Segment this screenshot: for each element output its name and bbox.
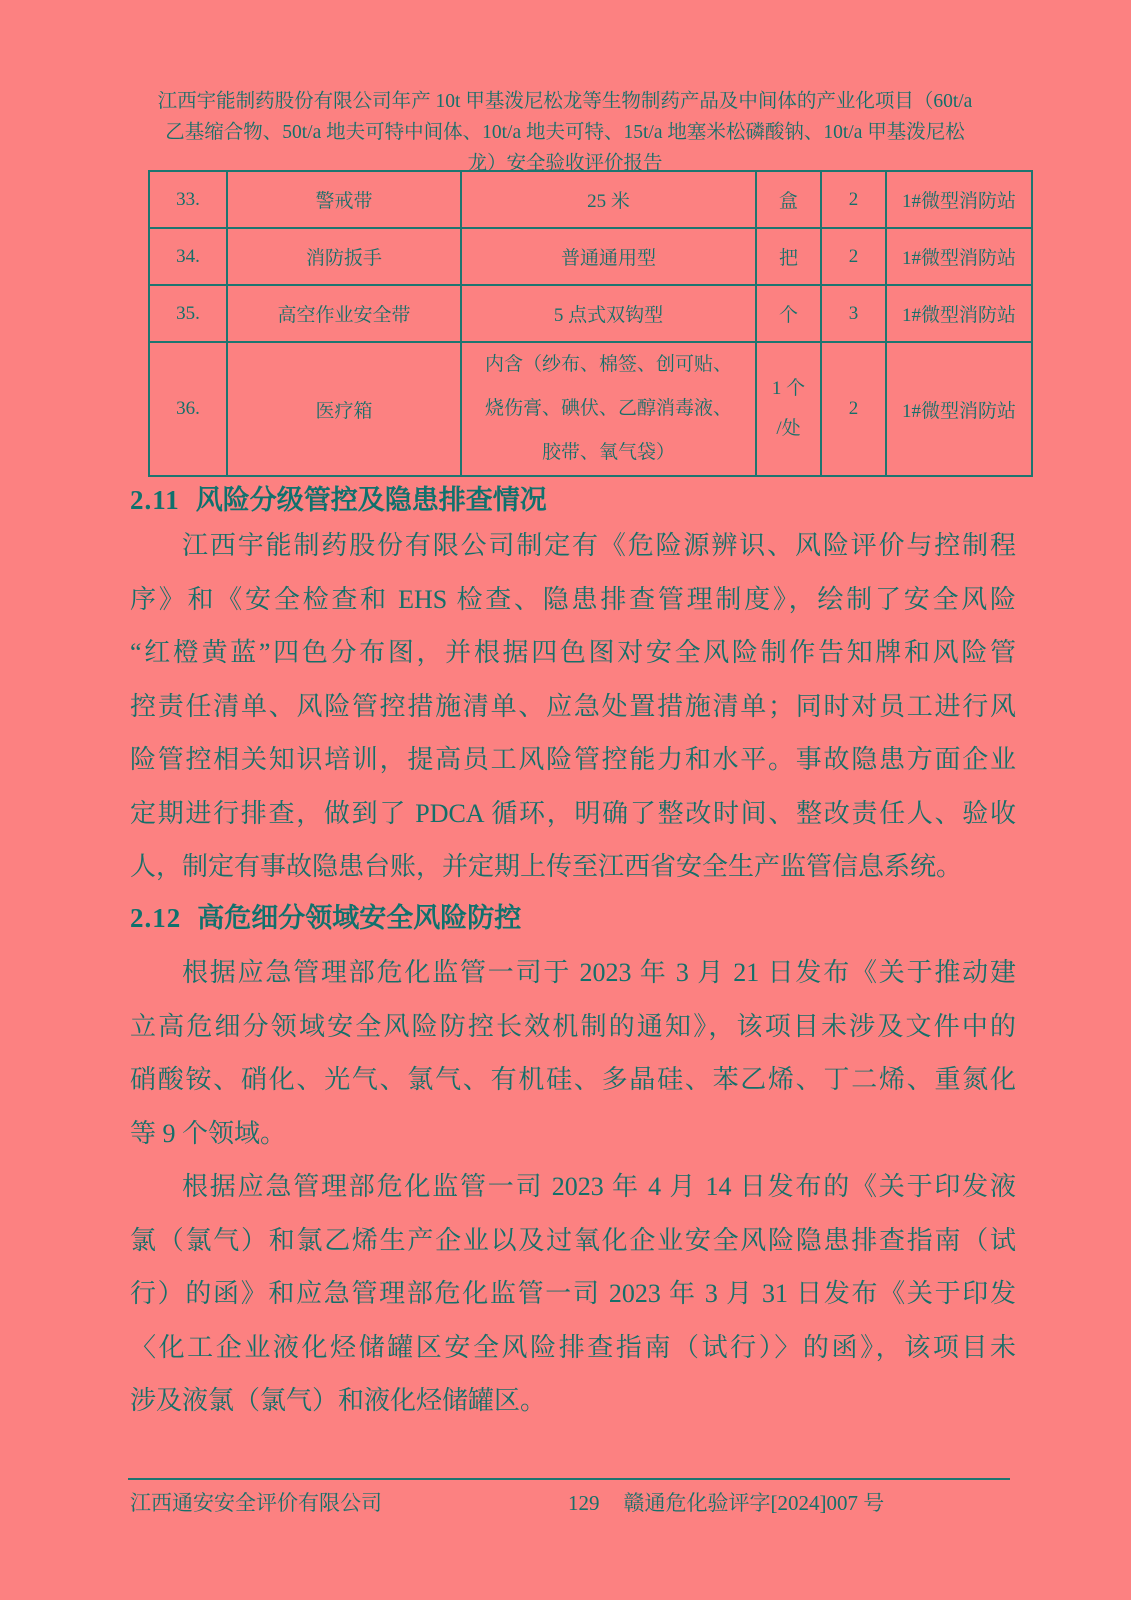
text-line: 险管控相关知识培训，提高员工风险管控能力和水平。事故隐患方面企业 — [130, 745, 1016, 774]
text-line: 〈化工企业液化烃储罐区安全风险排查指南（试行）〉的函》，该项目未 — [130, 1332, 1016, 1362]
section-heading-2-11 — [130, 478, 1020, 517]
cell-unit: 把 — [756, 228, 821, 285]
text-line: 序》和《安全检查和 EHS 检查、隐患排查管理制度》，绘制了安全风险 — [130, 584, 1016, 614]
footer-right-group — [568, 1487, 884, 1517]
footer-divider — [128, 1478, 1010, 1480]
footer-company-name: 江西通安安全评价有限公司 — [130, 1491, 382, 1515]
text-line: 根据应急管理部危化监管一司 2023 年 4 月 14 日发布的《关于印发液 — [182, 1172, 1016, 1201]
header-title-line: 乙基缩合物、50t/a 地夫可特中间体、10t/a 地夫可特、15t/a 地塞米松磷酸钠、10t/a 甲基泼尼松 — [165, 122, 965, 143]
header-title-line: 龙）安全验收评价报告 — [467, 153, 663, 174]
text-line: “红橙黄蓝”四色分布图，并根据四色图对安全风险制作告知牌和风险管 — [130, 638, 1016, 667]
table-row — [149, 285, 1032, 342]
cell-unit: 个 — [756, 285, 821, 342]
cell-spec: 25 米 — [461, 171, 756, 228]
cell-equipment-name: 消防扳手 — [227, 228, 461, 285]
text-line: 等 9 个领域。 — [130, 1118, 287, 1148]
cell-row-number: 33. — [149, 171, 227, 228]
unit-line: 1 个 — [771, 378, 806, 399]
page-number: 129 — [568, 1491, 600, 1515]
section-heading-2-12 — [130, 896, 1020, 935]
text-line: 行）的函》和应急管理部危化监管一司 2023 年 3 月 31 日发布《关于印发 — [130, 1279, 1016, 1308]
page-header-title — [112, 86, 1018, 179]
cell-spec — [461, 342, 756, 476]
cell-spec: 普通通用型 — [461, 228, 756, 285]
cell-row-number: 35. — [149, 285, 227, 342]
section-title: 高危细分领域安全风险防控 — [197, 903, 522, 933]
cell-unit — [756, 342, 821, 476]
header-title-line: 江西宇能制药股份有限公司年产 10t 甲基泼尼松龙等生物制药产品及中间体的产业化项目（60t/a — [157, 91, 973, 112]
table-row — [149, 342, 1032, 476]
section-number: 2.12 — [130, 903, 182, 933]
cell-equipment-name: 医疗箱 — [227, 342, 461, 476]
cell-location: 1#微型消防站 — [886, 285, 1032, 342]
cell-unit: 盒 — [756, 171, 821, 228]
text-line: 立高危细分领域安全风险防控长效机制的通知》，该项目未涉及文件中的 — [130, 1011, 1016, 1041]
text-line: 人，制定有事故隐患台账，并定期上传至江西省安全生产监管信息系统。 — [130, 852, 963, 881]
cell-equipment-name: 警戒带 — [227, 171, 461, 228]
cell-row-number: 36. — [149, 342, 227, 476]
section-number: 2.11 — [130, 485, 180, 515]
cell-location: 1#微型消防站 — [886, 342, 1032, 476]
text-line: 硝酸铵、硝化、光气、氯气、有机硅、多晶硅、苯乙烯、丁二烯、重氮化 — [130, 1065, 1016, 1094]
fire-equipment-table — [148, 170, 1033, 477]
text-line: 定期进行排查，做到了 PDCA 循环，明确了整改时间、整改责任人、验收 — [130, 798, 1016, 828]
text-line: 涉及液氯（氯气）和液化烃储罐区。 — [130, 1386, 547, 1415]
table-row — [149, 171, 1032, 228]
cell-equipment-name: 高空作业安全带 — [227, 285, 461, 342]
unit-line: /处 — [776, 418, 801, 439]
cell-row-number: 34. — [149, 228, 227, 285]
cell-quantity: 2 — [821, 228, 886, 285]
footer-doc-number: 赣通危化验评字[2024]007 号 — [623, 1491, 885, 1515]
paragraph-risk-control — [130, 519, 1016, 894]
text-line: 氯（氯气）和氯乙烯生产企业以及过氧化企业安全风险隐患排查指南（试 — [130, 1225, 1016, 1255]
section-title: 风险分级管控及隐患排查情况 — [195, 485, 547, 515]
text-line: 根据应急管理部危化监管一司于 2023 年 3 月 21 日发布《关于推动建 — [182, 958, 1016, 987]
cell-quantity: 2 — [821, 171, 886, 228]
cell-quantity: 2 — [821, 342, 886, 476]
spec-line: 内含（纱布、棉签、创可贴、 — [484, 354, 732, 375]
cell-location: 1#微型消防站 — [886, 228, 1032, 285]
table-row — [149, 228, 1032, 285]
spec-line: 烧伤膏、碘伏、乙醇消毒液、 — [484, 398, 732, 419]
paragraph-chlorine-tanks — [130, 1160, 1016, 1428]
paragraph-high-risk-fields — [130, 946, 1016, 1160]
spec-line: 胶带、氧气袋） — [541, 442, 675, 463]
cell-spec: 5 点式双钩型 — [461, 285, 756, 342]
cell-location: 1#微型消防站 — [886, 171, 1032, 228]
cell-quantity: 3 — [821, 285, 886, 342]
text-line: 控责任清单、风险管控措施清单、应急处置措施清单；同时对员工进行风 — [130, 691, 1016, 721]
text-line: 江西宇能制药股份有限公司制定有《危险源辨识、风险评价与控制程 — [182, 531, 1016, 560]
